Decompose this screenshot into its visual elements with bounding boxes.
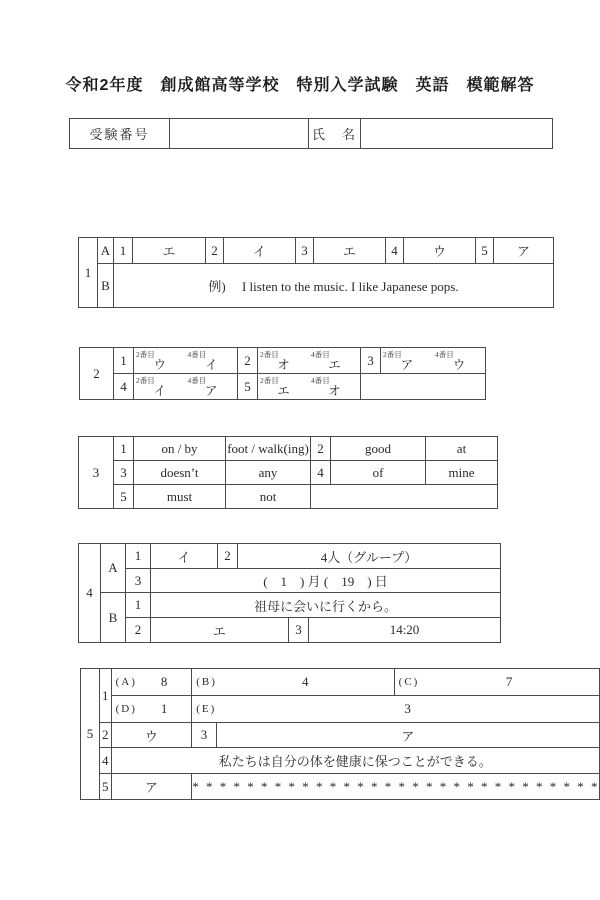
q4-label: 4	[79, 544, 101, 643]
q2-3-fourth	[433, 348, 485, 373]
q2-5-second	[258, 374, 309, 399]
q2-2-second-value: オ	[277, 358, 290, 372]
q5-blank-e	[192, 696, 600, 723]
q5-1-no: 1	[99, 669, 111, 723]
candidate-info-table	[69, 118, 553, 149]
candidate-info-row	[70, 119, 553, 149]
q3-empty-area	[311, 485, 498, 509]
q1-a3-no: 3	[296, 238, 314, 264]
q1-a3-answer: エ	[314, 238, 386, 264]
q5-row-1b	[81, 696, 600, 723]
q5-5-no: 5	[99, 774, 111, 800]
q3-row-3	[79, 485, 498, 509]
q4-a2-no: 2	[218, 544, 238, 569]
question-3-table	[78, 436, 498, 509]
q2-empty-area	[361, 374, 486, 400]
q3-3-answer-a: doesn’t	[134, 461, 226, 485]
q4-b1-no: 1	[126, 593, 151, 618]
q2-4-no: 4	[114, 374, 134, 400]
q1-a5-no: 5	[476, 238, 494, 264]
q5-4-no: 4	[99, 748, 111, 774]
fourth-position-label: 4番目	[187, 376, 207, 385]
q2-3-no: 3	[361, 348, 381, 374]
second-position-label: 2番目	[383, 350, 402, 359]
q2-1-second-value: ウ	[153, 358, 166, 372]
q3-2-no: 2	[311, 437, 331, 461]
exam-number-label: 受験番号	[70, 119, 170, 149]
q3-4-answer-b: mine	[426, 461, 498, 485]
fourth-position-label: 4番目	[311, 376, 330, 385]
fourth-position-label: 4番目	[435, 350, 454, 359]
q2-3-fourth-value: ウ	[452, 358, 466, 372]
fourth-position-label: 4番目	[311, 350, 330, 359]
q5-filler-asterisks: * * * * * * * * * * * * * * * * * * * * * * * * * * * * * *	[192, 774, 600, 800]
q4-b2-no: 2	[126, 618, 151, 643]
q2-row-1	[80, 348, 486, 374]
q2-4-fourth	[186, 374, 238, 399]
q5-2-answer: ウ	[111, 723, 192, 748]
q4-row-a3	[79, 569, 501, 593]
q2-1-fourth-value: イ	[204, 358, 218, 372]
q5-3-answer: ア	[216, 723, 599, 748]
question-1-table	[78, 237, 554, 308]
q3-1-no: 1	[114, 437, 134, 461]
q4-a1-no: 1	[126, 544, 151, 569]
q5-blank-a	[111, 669, 192, 696]
q5-blank-e-key: (E)	[196, 703, 217, 715]
q5-blank-b	[192, 669, 394, 696]
name-field	[361, 119, 553, 149]
q1-a2-answer: イ	[224, 238, 296, 264]
second-position-label: 2番目	[260, 376, 279, 385]
question-2-table	[79, 347, 486, 400]
q2-row-2	[80, 374, 486, 400]
q2-2-no: 2	[238, 348, 258, 374]
second-position-label: 2番目	[136, 376, 155, 385]
q4-a3-no: 3	[126, 569, 151, 593]
q3-2-answer-a: good	[331, 437, 426, 461]
q2-2-fourth	[309, 348, 360, 373]
q3-row-1	[79, 437, 498, 461]
page-title: 令和2年度 創成館高等学校 特別入学試験 英語 模範解答	[65, 77, 535, 94]
second-position-label: 2番目	[260, 350, 279, 359]
q2-4-second	[134, 374, 186, 399]
q2-4-answer	[134, 374, 238, 400]
q5-label: 5	[81, 669, 100, 800]
q3-4-no: 4	[311, 461, 331, 485]
q4-b1-answer: 祖母に会いに行くから。	[151, 593, 501, 618]
q5-blank-a-value: 8	[160, 674, 168, 689]
q5-3-no: 3	[192, 723, 217, 748]
q4-a2-answer: 4人（グループ）	[238, 544, 501, 569]
q2-5-second-value: エ	[277, 384, 290, 398]
q5-4-answer: 私たちは自分の体を健康に保つことができる。	[111, 748, 599, 774]
q1-row-a	[79, 238, 554, 264]
q4-b3-no: 3	[289, 618, 309, 643]
q2-5-fourth-value: オ	[328, 384, 341, 398]
q5-blank-b-key: (B)	[196, 676, 217, 688]
q2-1-answer	[134, 348, 238, 374]
q3-3-no: 3	[114, 461, 134, 485]
name-label: 氏 名	[309, 119, 361, 149]
q1-b-answer: 例) I listen to the music. I like Japanese pops.	[114, 264, 554, 308]
q5-blank-c	[394, 669, 599, 696]
q5-blank-c-value: 7	[505, 674, 513, 689]
q4-row-b2	[79, 618, 501, 643]
q3-5-no: 5	[114, 485, 134, 509]
q3-row-2	[79, 461, 498, 485]
q5-blank-d	[111, 696, 192, 723]
q2-3-second	[381, 348, 433, 373]
q3-4-answer-a: of	[331, 461, 426, 485]
q2-1-no: 1	[114, 348, 134, 374]
q2-5-fourth	[309, 374, 360, 399]
q1-a4-no: 4	[386, 238, 404, 264]
second-position-label: 2番目	[136, 350, 155, 359]
q5-blank-d-value: 1	[160, 701, 168, 716]
q1-a1-answer: エ	[133, 238, 206, 264]
q4-b2-answer: エ	[151, 618, 289, 643]
q2-1-second	[134, 348, 186, 373]
q4-section-b-label: B	[101, 593, 126, 643]
q1-row-b	[79, 264, 554, 308]
q3-3-answer-b: any	[226, 461, 311, 485]
q5-2-no: 2	[99, 723, 111, 748]
q5-blank-c-key: (C)	[398, 676, 420, 688]
q4-section-a-label: A	[101, 544, 126, 593]
q2-4-second-value: イ	[153, 384, 166, 398]
q3-5-answer-b: not	[226, 485, 311, 509]
q3-5-answer-a: must	[134, 485, 226, 509]
q5-blank-a-key: (A)	[115, 676, 137, 688]
q2-4-fourth-value: ア	[204, 384, 218, 398]
q5-row-4	[81, 748, 600, 774]
q4-row-b1	[79, 593, 501, 618]
q2-3-second-value: ア	[400, 358, 414, 372]
q2-2-answer	[258, 348, 361, 374]
q2-label: 2	[80, 348, 114, 400]
question-5-table	[80, 668, 600, 800]
q4-a1-answer: イ	[151, 544, 218, 569]
q3-1-answer-b: foot / walk(ing)	[226, 437, 311, 461]
q3-2-answer-b: at	[426, 437, 498, 461]
q3-1-answer-a: on / by	[134, 437, 226, 461]
question-4-table	[78, 543, 501, 643]
q2-2-second	[258, 348, 309, 373]
q1-a4-answer: ウ	[404, 238, 476, 264]
q4-b3-answer: 14:20	[309, 618, 501, 643]
q5-row-1a	[81, 669, 600, 696]
exam-number-field	[170, 119, 309, 149]
q2-5-answer	[258, 374, 361, 400]
q5-row-5	[81, 774, 600, 800]
q1-row-b-label: B	[98, 264, 114, 308]
q5-blank-b-value: 4	[302, 674, 309, 689]
q2-3-answer	[381, 348, 486, 374]
q1-a2-no: 2	[206, 238, 224, 264]
q5-5-answer: ア	[111, 774, 192, 800]
q4-a3-answer: ( 1 ) 月 ( 19 ) 日	[151, 569, 501, 593]
q5-row-2	[81, 723, 600, 748]
q2-2-fourth-value: エ	[328, 358, 341, 372]
q2-5-no: 5	[238, 374, 258, 400]
q1-row-a-label: A	[98, 238, 114, 264]
q1-label: 1	[79, 238, 98, 308]
q1-a1-no: 1	[114, 238, 133, 264]
q3-label: 3	[79, 437, 114, 509]
q2-1-fourth	[186, 348, 238, 373]
q5-blank-d-key: (D)	[115, 703, 137, 715]
fourth-position-label: 4番目	[187, 350, 207, 359]
q4-row-a1	[79, 544, 501, 569]
q1-a5-answer: ア	[494, 238, 554, 264]
q5-blank-e-value: 3	[404, 701, 411, 716]
